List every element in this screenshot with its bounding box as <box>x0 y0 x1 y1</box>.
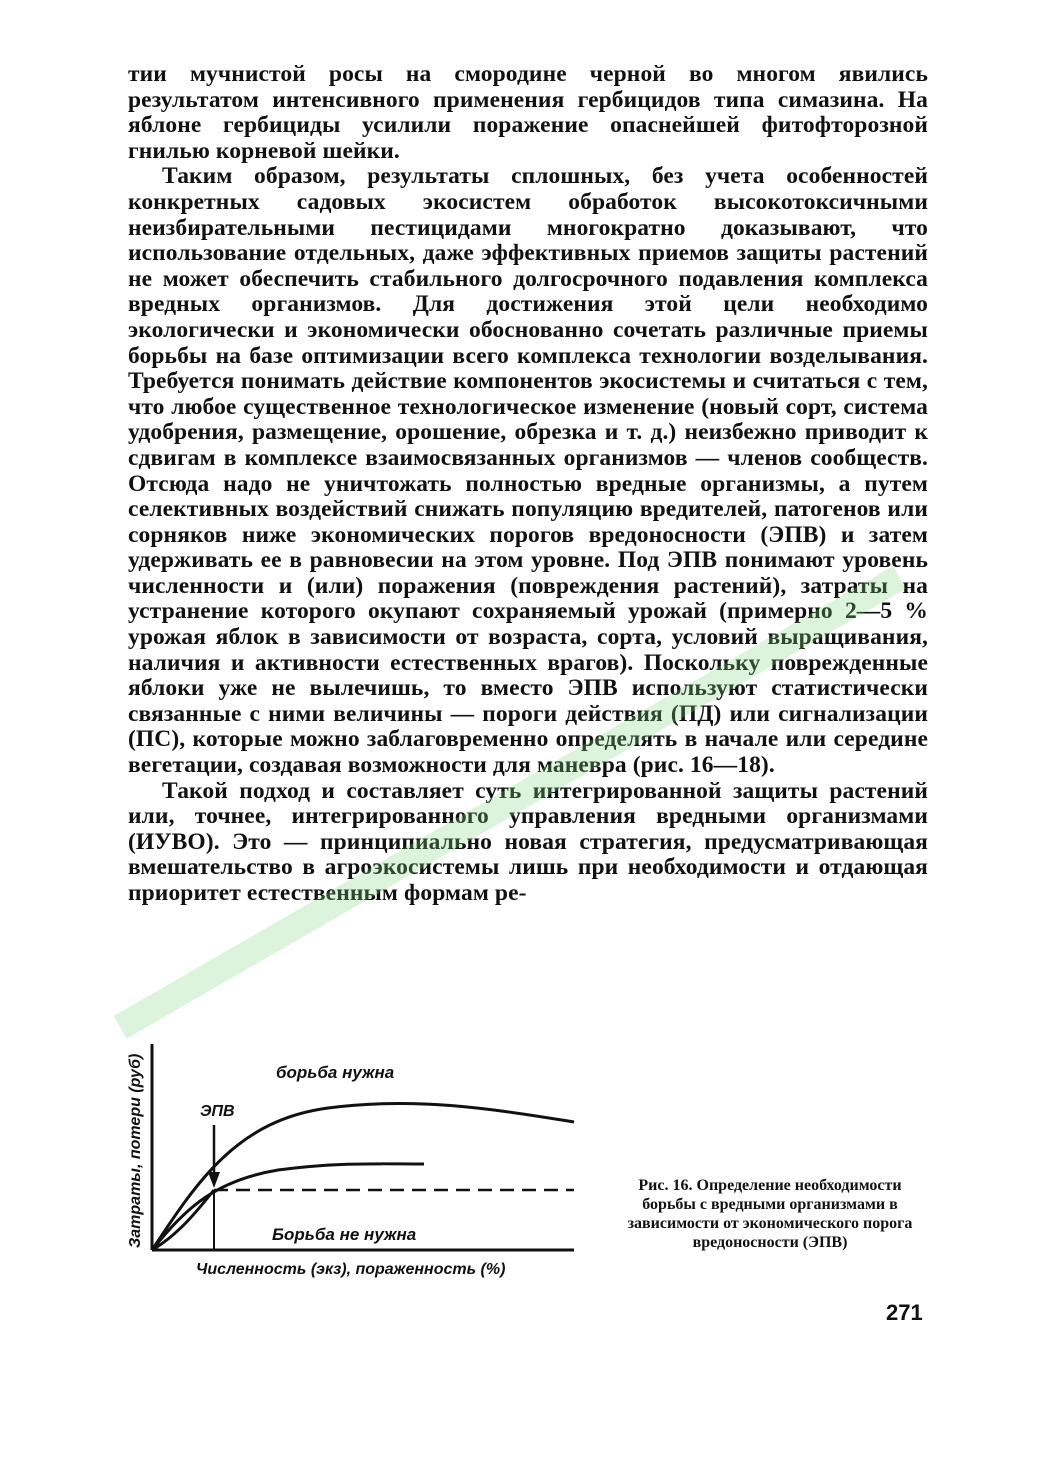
upper-region-label: борьба нужна <box>276 1063 395 1082</box>
paragraph-2: Таким образом, результаты сплошных, без учета особенностей конкретных садовых экосистем обработок высокотоксичными неизбирательными пестицидами многократно доказывают, что использование отдельных, даже эффективных приемов защиты растений не может обеспечить стабильного долгосрочного подавления комплекса вредных организмов. Для достижения этой цели необходимо экологически и экономически обоснованно сочетать различные приемы борьбы на базе оптимизации всего комплекса технологии возделывания. Требуется понимать действие компонентов экосистемы и считаться с тем, что любое существенное технологическое изменение (новый сорт, система удобрения, размещение, орошение, обрезка и т. д.) неизбежно приводит к сдвигам в комплексе взаимосвязанных организмов — членов сообществ. Отсюда надо не уничтожать полностью вредные организмы, а путем селективных воздействий снижать популяцию вредителей, патогенов или сорняков ниже экономических порогов вредоносности (ЭПВ) и затем удерживать ее в равновесии на этом уровне. Под ЭПВ понимают уровень численности и (или) поражения (повреждения растений), затраты на устранение которого окупают сохраняемый урожай (примерно 2—5 % урожая яблок в зависимости от возраста, сорта, условий выращивания, наличия и активности естественных врагов). Поскольку поврежденные яблоки уже не вылечишь, то вместо ЭПВ используют статистически связанные с ними величины — пороги действия (ПД) или сигнализации (ПС), которые можно заблаговременно определять в начале или середине вегетации, создавая возможности для маневра (рис. 16—18). <box>128 163 928 779</box>
page-number: 271 <box>886 1300 923 1325</box>
paragraph-1: тии мучнистой росы на смородине черной во многом явились результатом интенсивного применения гербицидов типа симазина. На яблоне гербициды усилили поражение опаснейшей фитофторозной гнилью корневой шейки. <box>128 61 928 164</box>
x-axis-label: Численность (экз), пораженность (%) <box>196 1261 506 1278</box>
body-text <box>128 62 928 907</box>
paragraph-3: Такой подход и составляет суть интегрированной защиты растений или, точнее, интегрированного управления вредными организмами (ИУВО). Это — принципиально новая стратегия, предусматривающая вмешательство в агроэкосистемы лишь при необходимости и отдающая приоритет естественным формам ре- <box>128 777 928 906</box>
figure-16-diagram <box>118 1030 588 1285</box>
y-axis-label: Затраты, потери (руб) <box>127 1053 144 1248</box>
lower-region-label: Борьба не нужна <box>272 1225 417 1244</box>
figure-caption: Рис. 16. Определение необходимости борьбы с вредными организмами в зависимости от экономического порога вредоносности (ЭПВ) <box>627 1177 913 1251</box>
threshold-label: ЭПВ <box>200 1103 235 1120</box>
threshold-arrowhead <box>208 1172 220 1188</box>
